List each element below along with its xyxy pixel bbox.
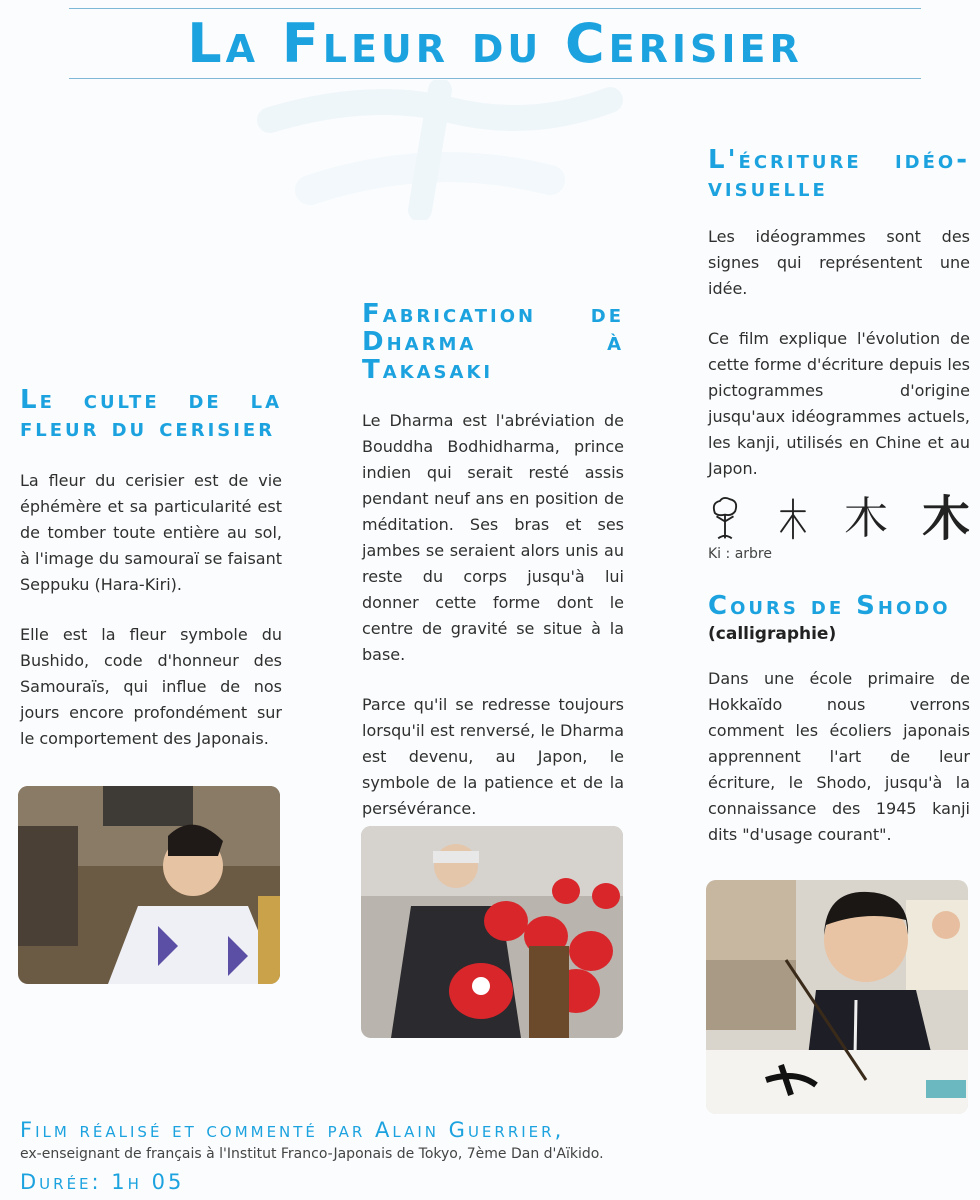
kanji-ki-regular: 木 (843, 493, 888, 544)
left-column (20, 386, 282, 752)
middle-column (362, 300, 624, 822)
bio-line: ex-enseignant de français à l'Institut Franco-Japonais de Tokyo, 7ème Dan d'Aïkido. (20, 1146, 604, 1162)
shodo-paragraph: Dans une école primaire de Hokkaïdo nous verrons comment les écoliers japonais apprennent l'art de leur écriture, le Shodo, jusqu'à la connaissance des 1945 kanji dits "d'usage courant". (708, 669, 970, 844)
dharma-photo (361, 826, 623, 1038)
kanji-evolution-row (708, 491, 970, 547)
right-heading: L'écriture idéo-visuelle (708, 145, 970, 203)
tree-early-glyph-icon (776, 492, 810, 544)
left-paragraph-1: La fleur du cerisier est de vie éphémère et sa particularité est de tomber toute entière au sol, à l'image du samouraï se faisant Seppuku (Hara-Kiri). (20, 471, 282, 594)
middle-paragraph-1: Le Dharma est l'abréviation de Bouddha Bodhidharma, prince indien qui serait resté assis pendant neuf ans en position de méditation. Ses bras et ses jambes se seraient alors unis au reste du corps jusqu'à lui donner cette forme dont le centre de gravité se situe à la base. (362, 411, 624, 664)
page-title: La Fleur du Cerisier (187, 12, 803, 75)
calligraphy-photo (706, 880, 968, 1114)
watermark-kanji-decoration (250, 80, 630, 220)
left-paragraph-2: Elle est la fleur symbole du Bushido, code d'honneur des Samouraïs, qui influe de nos jours encore profondément sur le comportement des Japonais. (20, 625, 282, 748)
right-column (708, 146, 970, 848)
middle-heading: Fabrication de Dharma à Takasaki (362, 299, 624, 385)
shodo-subheading: (calligraphie) (708, 624, 837, 644)
middle-paragraph-2: Parce qu'il se redresse toujours lorsqu'il est renversé, le Dharma est devenu, au Japon, le symbole de la patience et de la persévérance. (362, 695, 624, 818)
kanji-ki-bold: 木 (921, 491, 970, 547)
duration-line: Durée: 1h 05 (20, 1170, 185, 1194)
right-paragraph-2: Ce film explique l'évolution de cette forme d'écriture depuis les pictogrammes d'origine jusqu'aux idéogrammes actuels, les kanji, utilisés en Chine et au Japon. (708, 329, 970, 478)
samurai-photo (18, 786, 280, 984)
kanji-caption: Ki : arbre (708, 546, 772, 562)
title-rule-bottom (69, 78, 921, 79)
credit-line: Film réalisé et commenté par Alain Guerrier, (20, 1118, 565, 1142)
shodo-heading: Cours de Shodo (708, 591, 951, 621)
right-paragraph-1: Les idéogrammes sont des signes qui représentent une idée. (708, 227, 970, 298)
tree-pictogram-icon (708, 492, 742, 544)
left-heading: Le culte de la fleur du cerisier (20, 385, 282, 443)
title-rule-top (69, 8, 921, 9)
